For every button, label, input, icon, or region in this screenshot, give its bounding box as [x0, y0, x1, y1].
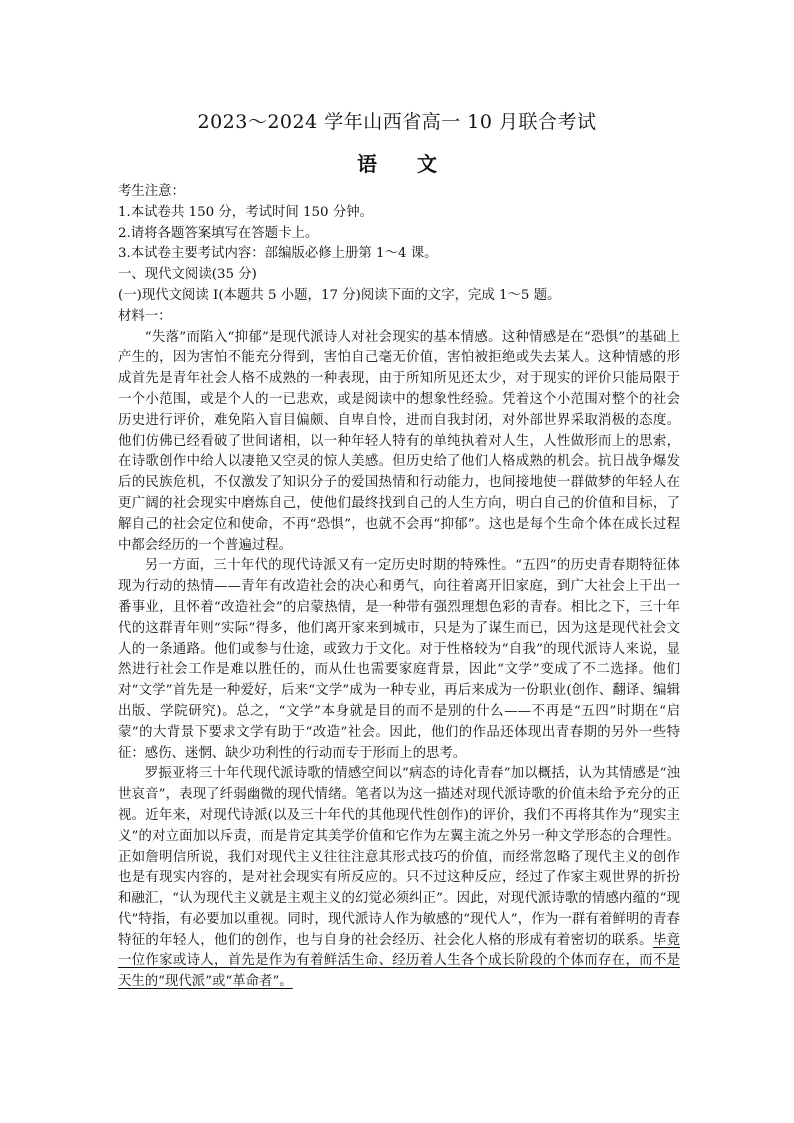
exam-content: [118, 182, 680, 993]
notice-heading: 考生注意：: [118, 184, 185, 199]
paragraph-2: 另一方面，三十年代的现代诗派又有一定历史时期的特殊性。“五四”的历史青春期特征体现为行动的热情——青年有改造社会的决心和勇气，向往着离开旧家庭，到广大社会上干出一番事业，且怀着“改造社会”的启蒙热情，是一种带有强烈理想色彩的青春。相比之下，三十年代的这群青年则“实际”得多，他们离开家来到城市，只是为了谋生而已，因为这是现代社会文人的一条通路。他们或参与仕途，或致力于文化。对于性格较为“自我”的现代派诗人来说，显然进行社会工作是难以胜任的，而从仕也需要家庭背景，因此“文学”变成了不二选择。他们对“文学”首先是一种爱好，后来“文学”成为一种专业，再后来成为一份职业(创作、翻译、编辑出版、学院研究)。总之，“文学”本身就是目的而不是别的什么——不再是“五四”时期在“启蒙”的大背景下要求文学有助于“改造”社会。因此，他们的作品还体现出青春期的另外一些特征：感伤、迷惘、缺少功利性的行动而专于形而上的思考。: [118, 558, 680, 761]
paragraph-3-underlined-text: 毕竟一位作家或诗人，首先是作为有着鲜活生命、经历着人生各个成长阶段的个体而存在，而不是天生的“现代派”或“革命者”。: [118, 932, 681, 990]
paragraph-3-text: 罗振亚将三十年代现代派诗歌的情感空间以“病态的诗化青春”加以概括，认为其情感是“浊世哀音”，表现了纤弱幽微的现代情绪。笔者以为这一描述对现代派诗歌的价值未给予充分的正视。近年来，对现代诗派(以及三十年代的其他现代性创作)的评价，我们不再将其作为“现实主义”的对立面加以斥责，而是肯定其美学价值和它作为左翼主流之外另一种文学形态的合理性。正如詹明信所说，我们对现代主义往往注意其形式技巧的价值，而经常忽略了现代主义的创作也是有现实内容的，是对社会现实有所反应的。只不过这种反应，经过了作家主观世界的折扮和融汇，“认为现代主义就是主观主义的幻觉必须纠正”。因此，对现代派诗歌的情感内蕴的“现代”特指，有必要加以重视。同时，现代派诗人作为敏感的“现代人”，作为一群有着鲜明的青春特征的年轻人，他们的创作，也与自身的社会经历、社会化人格的形成有着密切的联系。: [118, 766, 680, 948]
material-label: 材料一：: [118, 308, 172, 324]
subject-title: 语文: [357, 152, 477, 176]
notice-item-1: 1.本试卷共 150 分，考试时间 150 分钟。: [118, 204, 373, 220]
notice-item-2: 2.请将各题答案填写在答题卡上。: [118, 225, 319, 241]
section-sub-heading: (一)现代文阅读 I(本题共 5 小题，17 分)阅读下面的文字，完成 1～5 题。: [118, 287, 561, 303]
section-heading: 一、现代文阅读(35 分): [118, 267, 257, 283]
notice-item-3: 3.本试卷主要考试内容：部编版必修上册第 1～4 课。: [118, 246, 438, 262]
paragraph-1: “失落”而陷入“抑郁”是现代派诗人对社会现实的基本情感。这种情感是在“恐惧”的基础上产生的，因为害怕不能充分得到，害怕自己毫无价值，害怕被拒绝或失去某人。这种情感的形成首先是青年社会人格不成熟的一种表现，由于所知所见还太少，对于现实的评价只能局限于一个小范围，或是个人的一已悲欢，或是阅读中的想象性经验。凭着这个小范围对整个的社会历史进行评价，难免陷入盲目偏颇、自卑自怜，进而自我封闭，对外部世界采取消极的态度。他们仿佛已经看破了世间诸相，以一种年轻人特有的单纯执着对人生，人性做形而上的思索，在诗歌创作中给人以凄艳又空灵的惊人美感。但历史给了他们人格成熟的机会。抗日战争爆发后的民族危机，不仅激发了知识分子的爱国热情和行动能力，也间接地使一群做梦的年轻人在更广阔的社会现实中磨炼自己，使他们最终找到自己的人生方向，明白自己的价值和目标，了解自己的社会定位和使命，不再“恐惧”，也就不会再“抑郁”。这也是每个生命个体在成长过程中都会经历的一个普遍过程。: [118, 329, 680, 553]
paragraph-3: [118, 764, 680, 993]
exam-title: 2023～2024 学年山西省高一 10 月联合考试: [197, 111, 597, 133]
